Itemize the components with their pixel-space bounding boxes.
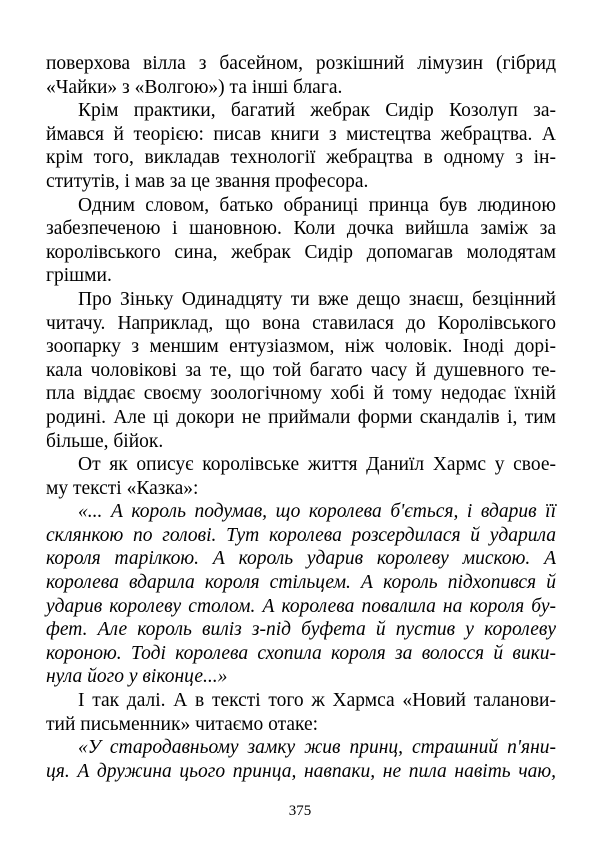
- text-line: поверхова вілла з басейном, розкішний лімузин (гібрид: [46, 53, 556, 74]
- quote-line: склянкою по голові. Тут королева розсердилася й ударила: [46, 524, 556, 546]
- text-line: пла віддає своєму зоологічному хобі й тому недодає їхній: [46, 383, 556, 405]
- text-line: му тексті «Казка»:: [46, 477, 199, 499]
- text-line: ститутів, і мав за це звання професора.: [46, 170, 369, 192]
- quote-line: фет. Але король виліз з-під буфета й пустив у королеву: [46, 619, 556, 641]
- text-line: Одним словом, батько обраниці принца був людиною: [78, 194, 556, 216]
- text-line: грішми.: [46, 265, 112, 287]
- text-line: королівського сина, жебрак Сидір допомагав молодятам: [46, 241, 556, 263]
- quote-line: «... А король подумав, що королева б'ється, і вдарив її: [78, 501, 556, 523]
- text-line: Про Зіньку Одинадцяту ти вже дещо знаєш, безцінний: [78, 288, 556, 310]
- quote-line: нула його у віконце...»: [46, 666, 228, 688]
- page-body: [46, 52, 556, 783]
- text-line: кала чоловікові за те, що той багато часу й душевного те-: [46, 359, 556, 381]
- text-line: «Чайки» з «Волгою») та інші блага.: [46, 76, 343, 98]
- text-line: тий письменник» читаємо отаке:: [46, 713, 319, 735]
- quote-line: ця. А дружина цього принца, навпаки, не пила навіть чаю,: [46, 760, 556, 782]
- text-line: більше, бійок.: [46, 430, 164, 452]
- quote-line: ударив королеву столом. А королева повалила на короля бу-: [46, 595, 556, 617]
- text-line: І так далі. А в тексті того ж Хармса «Новий таланови-: [78, 690, 556, 712]
- quote-line: короля тарілкою. А король ударив королеву мискою. А: [46, 548, 556, 570]
- page-number: 375: [288, 803, 312, 819]
- quote-line: королева вдарила короля стільцем. А король підхопився й: [46, 572, 556, 594]
- text-line: читачу. Наприклад, що вона ставилася до Королівського: [46, 312, 556, 334]
- text-line: зоопарку з меншим ентузіазмом, ніж чоловік. Іноді дорі-: [46, 336, 556, 358]
- text-line: От як описує королівське життя Даниїл Хармс у свое-: [78, 454, 556, 476]
- text-line: ймався й теорією: писав книги з мистецтва жебрацтва. А: [46, 123, 556, 145]
- text-line: забезпеченою і шановною. Коли дочка вийшла заміж за: [46, 218, 556, 240]
- quote-line: короною. Тоді королева схопила короля за волосся й вики-: [46, 642, 556, 664]
- text-line: крім того, викладав технології жебрацтва в одному з ін-: [46, 147, 556, 169]
- quote-line: «У стародавньому замку жив принц, страшний п'яни-: [78, 737, 556, 759]
- text-line: Крім практики, багатий жебрак Сидір Козолуп за-: [78, 100, 556, 122]
- text-line: родині. Але ці докори не приймали форми скандалів і, тим: [46, 406, 556, 428]
